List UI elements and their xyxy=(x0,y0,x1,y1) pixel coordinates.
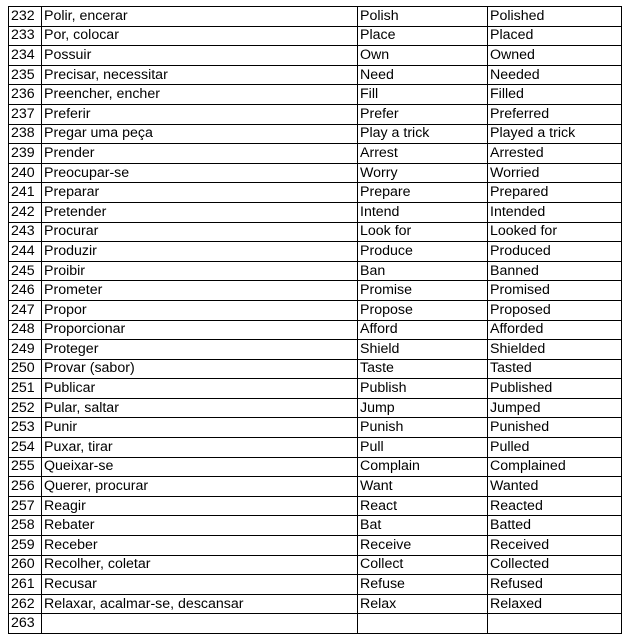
english-verb-cell: React xyxy=(358,496,488,516)
table-row xyxy=(9,144,622,164)
english-past-cell: Shielded xyxy=(488,340,622,360)
table-row xyxy=(9,65,622,85)
row-number-cell: 243 xyxy=(9,222,42,242)
english-verb-cell: Afford xyxy=(358,320,488,340)
row-number-cell: 247 xyxy=(9,300,42,320)
row-number-cell: 242 xyxy=(9,202,42,222)
row-number-cell: 246 xyxy=(9,281,42,301)
english-verb-cell: Punish xyxy=(358,418,488,438)
row-number-cell: 238 xyxy=(9,124,42,144)
verb-table xyxy=(8,6,622,634)
row-number-cell: 237 xyxy=(9,104,42,124)
english-past-cell: Received xyxy=(488,536,622,556)
english-past-cell: Reacted xyxy=(488,496,622,516)
english-verb-cell: Promise xyxy=(358,281,488,301)
table-row xyxy=(9,85,622,105)
english-past-cell: Worried xyxy=(488,163,622,183)
portuguese-verb-cell: Relaxar, acalmar-se, descansar xyxy=(42,594,358,614)
english-past-cell: Filled xyxy=(488,85,622,105)
row-number-cell: 258 xyxy=(9,516,42,536)
english-past-cell: Placed xyxy=(488,26,622,46)
english-verb-cell: Receive xyxy=(358,536,488,556)
portuguese-verb-cell: Provar (sabor) xyxy=(42,359,358,379)
table-row xyxy=(9,555,622,575)
english-verb-cell: Polish xyxy=(358,7,488,27)
english-verb-cell: Taste xyxy=(358,359,488,379)
english-past-cell: Looked for xyxy=(488,222,622,242)
row-number-cell: 261 xyxy=(9,575,42,595)
english-past-cell: Punished xyxy=(488,418,622,438)
table-row xyxy=(9,340,622,360)
table-row xyxy=(9,7,622,27)
portuguese-verb-cell: Pular, saltar xyxy=(42,398,358,418)
table-row xyxy=(9,575,622,595)
row-number-cell: 254 xyxy=(9,438,42,458)
portuguese-verb-cell: Recusar xyxy=(42,575,358,595)
english-verb-cell: Jump xyxy=(358,398,488,418)
english-past-cell: Proposed xyxy=(488,300,622,320)
row-number-cell: 259 xyxy=(9,536,42,556)
table-row xyxy=(9,496,622,516)
row-number-cell: 251 xyxy=(9,379,42,399)
english-verb-cell: Prefer xyxy=(358,104,488,124)
table-row xyxy=(9,46,622,66)
portuguese-verb-cell: Queixar-se xyxy=(42,457,358,477)
row-number-cell: 260 xyxy=(9,555,42,575)
english-verb-cell: Need xyxy=(358,65,488,85)
english-past-cell: Complained xyxy=(488,457,622,477)
english-past-cell: Refused xyxy=(488,575,622,595)
table-row xyxy=(9,124,622,144)
english-verb-cell: Fill xyxy=(358,85,488,105)
english-past-cell: Produced xyxy=(488,242,622,262)
portuguese-verb-cell: Procurar xyxy=(42,222,358,242)
portuguese-verb-cell: Pregar uma peça xyxy=(42,124,358,144)
row-number-cell: 244 xyxy=(9,242,42,262)
portuguese-verb-cell: Querer, procurar xyxy=(42,477,358,497)
row-number-cell: 239 xyxy=(9,144,42,164)
table-row xyxy=(9,300,622,320)
portuguese-verb-cell: Polir, encerar xyxy=(42,7,358,27)
portuguese-verb-cell: Preencher, encher xyxy=(42,85,358,105)
row-number-cell: 232 xyxy=(9,7,42,27)
english-past-cell: Preferred xyxy=(488,104,622,124)
row-number-cell: 233 xyxy=(9,26,42,46)
english-past-cell: Played a trick xyxy=(488,124,622,144)
english-verb-cell: Place xyxy=(358,26,488,46)
english-verb-cell: Produce xyxy=(358,242,488,262)
portuguese-verb-cell: Prender xyxy=(42,144,358,164)
english-verb-cell: Play a trick xyxy=(358,124,488,144)
row-number-cell: 236 xyxy=(9,85,42,105)
table-row xyxy=(9,242,622,262)
portuguese-verb-cell: Puxar, tirar xyxy=(42,438,358,458)
english-past-cell: Relaxed xyxy=(488,594,622,614)
table-row xyxy=(9,536,622,556)
portuguese-verb-cell: Proibir xyxy=(42,261,358,281)
english-past-cell: Collected xyxy=(488,555,622,575)
english-past-cell: Arrested xyxy=(488,144,622,164)
english-past-cell: Afforded xyxy=(488,320,622,340)
english-past-cell: Owned xyxy=(488,46,622,66)
table-row xyxy=(9,163,622,183)
portuguese-verb-cell: Proteger xyxy=(42,340,358,360)
english-past-cell: Pulled xyxy=(488,438,622,458)
english-verb-cell: Propose xyxy=(358,300,488,320)
portuguese-verb-cell: Publicar xyxy=(42,379,358,399)
table-row xyxy=(9,261,622,281)
english-verb-cell: Collect xyxy=(358,555,488,575)
portuguese-verb-cell: Precisar, necessitar xyxy=(42,65,358,85)
english-verb-cell: Intend xyxy=(358,202,488,222)
row-number-cell: 255 xyxy=(9,457,42,477)
table-row xyxy=(9,477,622,497)
english-verb-cell: Arrest xyxy=(358,144,488,164)
english-verb-cell: Publish xyxy=(358,379,488,399)
table-row xyxy=(9,222,622,242)
portuguese-verb-cell: Reagir xyxy=(42,496,358,516)
english-past-cell: Jumped xyxy=(488,398,622,418)
english-verb-cell xyxy=(358,614,488,634)
portuguese-verb-cell: Proporcionar xyxy=(42,320,358,340)
row-number-cell: 234 xyxy=(9,46,42,66)
english-past-cell: Banned xyxy=(488,261,622,281)
table-row xyxy=(9,183,622,203)
english-verb-cell: Refuse xyxy=(358,575,488,595)
table-row xyxy=(9,320,622,340)
portuguese-verb-cell: Preocupar-se xyxy=(42,163,358,183)
english-past-cell: Intended xyxy=(488,202,622,222)
row-number-cell: 240 xyxy=(9,163,42,183)
row-number-cell: 252 xyxy=(9,398,42,418)
table-row xyxy=(9,614,622,634)
row-number-cell: 248 xyxy=(9,320,42,340)
portuguese-verb-cell: Rebater xyxy=(42,516,358,536)
portuguese-verb-cell: Prometer xyxy=(42,281,358,301)
english-verb-cell: Complain xyxy=(358,457,488,477)
table-row xyxy=(9,26,622,46)
portuguese-verb-cell: Recolher, coletar xyxy=(42,555,358,575)
row-number-cell: 256 xyxy=(9,477,42,497)
english-verb-cell: Pull xyxy=(358,438,488,458)
english-verb-cell: Want xyxy=(358,477,488,497)
table-row xyxy=(9,281,622,301)
row-number-cell: 262 xyxy=(9,594,42,614)
english-past-cell xyxy=(488,614,622,634)
english-past-cell: Polished xyxy=(488,7,622,27)
english-past-cell: Tasted xyxy=(488,359,622,379)
table-row xyxy=(9,202,622,222)
english-past-cell: Promised xyxy=(488,281,622,301)
row-number-cell: 245 xyxy=(9,261,42,281)
row-number-cell: 235 xyxy=(9,65,42,85)
english-past-cell: Published xyxy=(488,379,622,399)
table-row xyxy=(9,457,622,477)
english-verb-cell: Bat xyxy=(358,516,488,536)
table-row xyxy=(9,398,622,418)
english-verb-cell: Prepare xyxy=(358,183,488,203)
english-verb-cell: Ban xyxy=(358,261,488,281)
english-verb-cell: Shield xyxy=(358,340,488,360)
row-number-cell: 263 xyxy=(9,614,42,634)
row-number-cell: 253 xyxy=(9,418,42,438)
table-row xyxy=(9,418,622,438)
verb-table-body xyxy=(9,7,622,634)
portuguese-verb-cell: Propor xyxy=(42,300,358,320)
table-row xyxy=(9,594,622,614)
table-row xyxy=(9,516,622,536)
row-number-cell: 249 xyxy=(9,340,42,360)
english-past-cell: Needed xyxy=(488,65,622,85)
portuguese-verb-cell: Pretender xyxy=(42,202,358,222)
table-row xyxy=(9,359,622,379)
row-number-cell: 257 xyxy=(9,496,42,516)
english-past-cell: Wanted xyxy=(488,477,622,497)
portuguese-verb-cell: Receber xyxy=(42,536,358,556)
english-past-cell: Prepared xyxy=(488,183,622,203)
english-past-cell: Batted xyxy=(488,516,622,536)
row-number-cell: 241 xyxy=(9,183,42,203)
portuguese-verb-cell: Preparar xyxy=(42,183,358,203)
table-row xyxy=(9,438,622,458)
portuguese-verb-cell: Possuir xyxy=(42,46,358,66)
portuguese-verb-cell: Punir xyxy=(42,418,358,438)
row-number-cell: 250 xyxy=(9,359,42,379)
portuguese-verb-cell: Produzir xyxy=(42,242,358,262)
portuguese-verb-cell xyxy=(42,614,358,634)
english-verb-cell: Look for xyxy=(358,222,488,242)
english-verb-cell: Worry xyxy=(358,163,488,183)
portuguese-verb-cell: Preferir xyxy=(42,104,358,124)
english-verb-cell: Own xyxy=(358,46,488,66)
table-row xyxy=(9,379,622,399)
english-verb-cell: Relax xyxy=(358,594,488,614)
table-row xyxy=(9,104,622,124)
portuguese-verb-cell: Por, colocar xyxy=(42,26,358,46)
